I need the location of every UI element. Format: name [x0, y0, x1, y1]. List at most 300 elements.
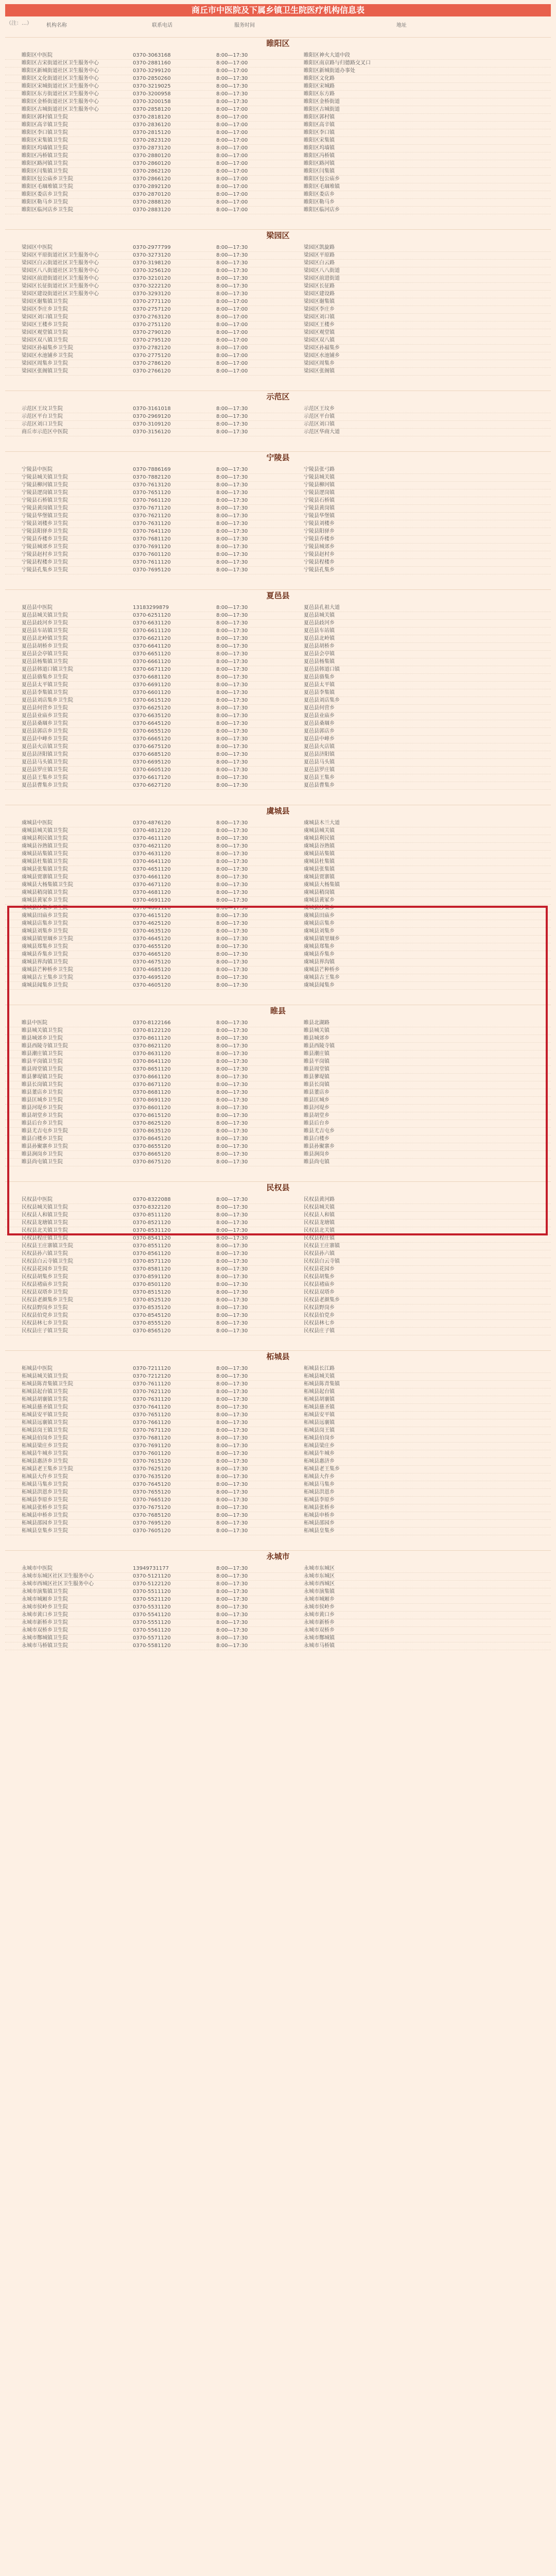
phone-number: 0370-7641120 [133, 529, 171, 534]
address: 睢阳区文化路 [304, 76, 335, 81]
table-row [5, 1434, 551, 1443]
service-hours: 8:00—17:30 [216, 406, 248, 412]
address: 睢阳区新城街道办事处 [304, 68, 355, 74]
service-hours: 8:00—17:30 [216, 1420, 248, 1426]
phone-number: 0370-8515120 [133, 1290, 171, 1295]
phone-number: 0370-5521120 [133, 1597, 171, 1602]
table-row [5, 1403, 551, 1412]
phone-number: 0370-6611120 [133, 628, 171, 634]
service-hours: 8:00—17:30 [216, 913, 248, 919]
phone-number: 0370-4691120 [133, 897, 171, 903]
service-hours: 8:00—17:00 [216, 345, 248, 351]
phone-number: 0370-8511120 [133, 1212, 171, 1218]
institution-name: 宁陵县黄岗镇卫生院 [22, 505, 68, 511]
institution-name: 夏邑县车站镇卫生院 [22, 628, 68, 634]
phone-number: 0370-2862120 [133, 168, 171, 174]
service-hours: 8:00—17:30 [216, 867, 248, 872]
address: 虞城县刘集乡 [304, 928, 335, 934]
header-note: （注：…） [6, 21, 32, 26]
table-row [5, 82, 551, 91]
phone-number: 0370-6665120 [133, 736, 171, 742]
address: 夏邑县济阳镇 [304, 752, 335, 757]
service-hours: 8:00—17:30 [216, 560, 248, 565]
table-row [5, 689, 551, 697]
table-row [5, 528, 551, 536]
institution-name: 虞城县中医院 [22, 820, 53, 826]
address: 永城市东城区 [304, 1566, 335, 1571]
institution-name: 虞城县乔集乡卫生院 [22, 952, 68, 957]
service-hours: 8:00—17:30 [216, 1274, 248, 1280]
table-row [5, 1388, 551, 1396]
institution-name: 夏邑县济阳镇卫生院 [22, 752, 68, 757]
service-hours: 8:00—17:30 [216, 1066, 248, 1072]
address: 梁园区水池铺乡 [304, 353, 340, 359]
institution-name: 睢县后台乡卫生院 [22, 1121, 63, 1126]
institution-name: 虞城县田庙乡卫生院 [22, 913, 68, 919]
address: 梁园区建设路 [304, 291, 335, 297]
address: 睢阳区路河镇 [304, 161, 335, 166]
table-row [5, 1626, 551, 1635]
service-hours: 8:00—17:30 [216, 1320, 248, 1326]
institution-name: 睢县白楼乡卫生院 [22, 1136, 63, 1142]
institution-name: 柘城县胡襄镇卫生院 [22, 1397, 68, 1402]
service-hours: 8:00—17:30 [216, 1235, 248, 1241]
institution-name: 民权县北关镇卫生院 [22, 1228, 68, 1233]
table-row [5, 566, 551, 574]
service-hours: 8:00—17:30 [216, 728, 248, 734]
institution-name: 柘城县洪恩乡卫生院 [22, 1489, 68, 1495]
table-row [5, 658, 551, 666]
institution-name: 睢阳区娄店乡卫生院 [22, 192, 68, 197]
table-row [5, 727, 551, 736]
service-hours: 8:00—17:30 [216, 1082, 248, 1088]
phone-number: 0370-7675120 [133, 1505, 171, 1511]
address: 夏邑县郭店乡 [304, 728, 335, 734]
institution-name: 夏邑县中医院 [22, 605, 53, 611]
phone-number: 0370-7685120 [133, 1513, 171, 1518]
institution-name: 睢阳区高辛镇卫生院 [22, 122, 68, 128]
institution-name: 虞城县黄冢乡卫生院 [22, 897, 68, 903]
table-row [5, 866, 551, 874]
address: 柘城县张桥乡 [304, 1505, 335, 1511]
phone-number: 0370-8571120 [133, 1259, 171, 1264]
table-row [5, 98, 551, 106]
phone-number: 0370-8501120 [133, 1282, 171, 1287]
institution-name: 永城市黄口乡卫生院 [22, 1612, 68, 1618]
phone-number: 0370-7882120 [133, 474, 171, 480]
phone-number: 0370-2823120 [133, 138, 171, 143]
institution-name: 夏邑县罗庄镇卫生院 [22, 767, 68, 773]
service-hours: 8:00—17:00 [216, 153, 248, 159]
table-row [5, 873, 551, 882]
phone-number: 0370-8621120 [133, 1043, 171, 1049]
table-row [5, 267, 551, 275]
service-hours: 8:00—17:30 [216, 552, 248, 557]
institution-name: 宁陵县孔集乡卫生院 [22, 567, 68, 573]
address: 梁园区张阁镇 [304, 368, 335, 374]
institution-name: 柘城县梁庄乡卫生院 [22, 1443, 68, 1449]
phone-number: 0370-2888120 [133, 199, 171, 205]
address: 夏邑县韩道口镇 [304, 667, 340, 672]
address: 柘城县惠济乡 [304, 1459, 335, 1464]
phone-number: 0370-7621120 [133, 513, 171, 519]
service-hours: 8:00—17:30 [216, 513, 248, 519]
institution-name: 虞城县站集镇卫生院 [22, 851, 68, 857]
phone-number: 0370-8565120 [133, 1328, 171, 1334]
service-hours: 8:00—17:30 [216, 76, 248, 81]
table-row [5, 1265, 551, 1274]
institution-name: 民权县城关镇卫生院 [22, 1205, 68, 1210]
phone-number: 0370-4655120 [133, 944, 171, 950]
address: 柘城县牛城乡 [304, 1451, 335, 1456]
institution-name: 夏邑县北岭镇卫生院 [22, 636, 68, 641]
table-row [5, 206, 551, 214]
institution-name: 虞城县利民镇卫生院 [22, 836, 68, 841]
address: 夏邑县火店镇 [304, 744, 335, 750]
service-hours: 8:00—17:30 [216, 1397, 248, 1402]
phone-number: 0370-8635120 [133, 1128, 171, 1134]
address: 宁陵县石桥镇 [304, 498, 335, 503]
address: 睢阳区冯桥镇 [304, 153, 335, 159]
table-row [5, 858, 551, 866]
address: 柘城县梁庄乡 [304, 1443, 335, 1449]
phone-number: 0370-2775120 [133, 353, 171, 359]
phone-number: 0370-7611120 [133, 1381, 171, 1387]
address: 梁园区白云路 [304, 260, 335, 266]
institution-name: 民权县褚庙乡卫生院 [22, 1282, 68, 1287]
address: 夏邑县孔祖大道 [304, 605, 340, 611]
address: 睢县长岗镇 [304, 1082, 329, 1088]
service-hours: 8:00—17:30 [216, 836, 248, 841]
service-hours: 8:00—17:30 [216, 567, 248, 573]
phone-number: 0370-3156120 [133, 429, 171, 435]
address: 永城市城厢乡 [304, 1597, 335, 1602]
table-row [5, 352, 551, 360]
table-row [5, 827, 551, 835]
phone-number: 0370-2766120 [133, 368, 171, 374]
address: 宁陵县张弓路 [304, 467, 335, 472]
phone-number: 0370-6675120 [133, 744, 171, 750]
service-hours: 8:00—17:30 [216, 674, 248, 680]
service-hours: 8:00—17:30 [216, 1635, 248, 1641]
table-row [5, 535, 551, 544]
address: 睢县胡堂乡 [304, 1113, 329, 1118]
phone-number: 0370-8651120 [133, 1066, 171, 1072]
address: 柘城县胡襄镇 [304, 1397, 335, 1402]
service-hours: 8:00—17:30 [216, 1474, 248, 1480]
table-row [5, 420, 551, 429]
table-row [5, 344, 551, 352]
service-hours: 8:00—17:30 [216, 1243, 248, 1249]
phone-number: 0370-2880120 [133, 153, 171, 159]
table-row [5, 520, 551, 528]
phone-number: 0370-4661120 [133, 874, 171, 880]
institution-name: 睢阳区新城街道社区卫生服务中心 [22, 68, 99, 74]
address: 睢阳区南京路与归德路交叉口 [304, 60, 371, 66]
service-hours: 8:00—17:00 [216, 60, 248, 66]
table-row [5, 681, 551, 689]
phone-number: 0370-7661120 [133, 1420, 171, 1426]
table-row [5, 152, 551, 160]
address: 睢县城关镇 [304, 1028, 329, 1033]
institution-name: 夏邑县李集镇卫生院 [22, 690, 68, 696]
service-hours: 8:00—17:30 [216, 1381, 248, 1387]
institution-name: 夏邑县胡桥乡卫生院 [22, 643, 68, 649]
table-row [5, 191, 551, 199]
phone-number: 0370-6641120 [133, 643, 171, 649]
address: 虞城县店集乡 [304, 921, 335, 926]
address: 梁园区平原路 [304, 252, 335, 258]
address: 睢县后台乡 [304, 1121, 329, 1126]
institution-name: 睢县平岗镇卫生院 [22, 1059, 63, 1064]
service-hours: 8:00—17:30 [216, 843, 248, 849]
table-row [5, 1481, 551, 1489]
address: 睢县西陵寺镇 [304, 1043, 335, 1049]
table-row [5, 183, 551, 191]
address: 宁陵县刘楼乡 [304, 521, 335, 527]
service-hours: 8:00—17:30 [216, 268, 248, 274]
table-row [5, 1465, 551, 1473]
table-row [5, 842, 551, 851]
address: 柘城县大仵乡 [304, 1474, 335, 1480]
institution-name: 示范区平台卫生院 [22, 414, 63, 419]
institution-name: 宁陵县城郊乡卫生院 [22, 544, 68, 550]
phone-number: 0370-6695120 [133, 759, 171, 765]
column-header-name: 机构名称 [46, 23, 67, 28]
table-row [5, 1504, 551, 1512]
address: 民权县王庄寨镇 [304, 1243, 340, 1249]
address: 虞城县张集镇 [304, 867, 335, 872]
phone-number: 0370-8665120 [133, 1151, 171, 1157]
table-row [5, 1519, 551, 1528]
institution-name: 宁陵县刘楼乡卫生院 [22, 521, 68, 527]
table-row [5, 259, 551, 267]
table-row [5, 889, 551, 897]
institution-name: 睢县尤吉屯乡卫生院 [22, 1128, 68, 1134]
institution-name: 梁园区谢集镇卫生院 [22, 299, 68, 304]
phone-number: 0370-5571120 [133, 1635, 171, 1641]
address: 夏邑县王集乡 [304, 775, 335, 781]
phone-number: 0370-4645120 [133, 936, 171, 942]
service-hours: 8:00—17:00 [216, 192, 248, 197]
service-hours: 8:00—17:30 [216, 967, 248, 973]
table-row [5, 1565, 551, 1573]
table-row [5, 367, 551, 376]
phone-number: 0370-8322120 [133, 1205, 171, 1210]
address: 永城市东城区 [304, 1573, 335, 1579]
address: 睢县涧岗乡 [304, 1151, 329, 1157]
address: 虞城县谷熟镇 [304, 843, 335, 849]
institution-name: 永城市西城区社区卫生服务中心 [22, 1581, 94, 1587]
address: 睢阳区包公庙乡 [304, 176, 340, 182]
table-row [5, 1512, 551, 1520]
service-hours: 8:00—17:30 [216, 752, 248, 757]
address: 睢县平岗镇 [304, 1059, 329, 1064]
address: 睢县潮庄镇 [304, 1051, 329, 1057]
table-row [5, 244, 551, 252]
service-hours: 8:00—17:30 [216, 882, 248, 888]
address: 永城市酂城镇 [304, 1635, 335, 1641]
institution-name: 柘城县邵园乡卫生院 [22, 1520, 68, 1526]
service-hours: 8:00—17:30 [216, 1290, 248, 1295]
section-title: 宁陵县 [5, 451, 551, 463]
institution-name: 夏邑县火店镇卫生院 [22, 744, 68, 750]
institution-name: 宁陵县中医院 [22, 467, 53, 472]
service-hours: 8:00—17:30 [216, 529, 248, 534]
phone-number: 0370-6681120 [133, 674, 171, 680]
table-row [5, 1380, 551, 1388]
institution-name: 柘城县伯岗乡卫生院 [22, 1435, 68, 1441]
service-hours: 8:00—17:30 [216, 1612, 248, 1618]
table-row [5, 466, 551, 474]
institution-name: 虞城县沙集乡卫生院 [22, 905, 68, 911]
phone-number: 0370-8615120 [133, 1113, 171, 1118]
service-hours: 8:00—17:00 [216, 138, 248, 143]
section-title: 睢阳区 [5, 37, 551, 49]
service-hours: 8:00—17:30 [216, 1466, 248, 1472]
service-hours: 8:00—17:30 [216, 613, 248, 618]
address: 柘城县安平镇 [304, 1412, 335, 1418]
institution-name: 永城市新桥乡卫生院 [22, 1620, 68, 1625]
institution-name: 柘城县陈青集镇卫生院 [22, 1381, 73, 1387]
phone-number: 0370-7651120 [133, 490, 171, 496]
phone-number: 0370-3200158 [133, 99, 171, 105]
institution-name: 梁园区中医院 [22, 245, 53, 250]
address: 夏邑县车站镇 [304, 628, 335, 634]
service-hours: 8:00—17:30 [216, 1581, 248, 1587]
service-hours: 8:00—17:30 [216, 260, 248, 266]
section-title: 夏邑县 [5, 589, 551, 601]
address: 柘城县马集乡 [304, 1482, 335, 1487]
table-row [5, 167, 551, 176]
institution-name: 夏邑县何营乡卫生院 [22, 705, 68, 711]
institution-name: 梁园区前进街道社区卫生服务中心 [22, 276, 99, 281]
institution-name: 夏邑县业庙乡卫生院 [22, 713, 68, 719]
address: 民权县野岗乡 [304, 1305, 335, 1311]
address: 永城市西城区 [304, 1581, 335, 1587]
institution-name: 夏邑县太平镇卫生院 [22, 682, 68, 688]
service-hours: 8:00—17:30 [216, 959, 248, 965]
table-row [5, 144, 551, 152]
service-hours: 8:00—17:00 [216, 299, 248, 304]
institution-name: 梁园区白云街道社区卫生服务中心 [22, 260, 99, 266]
institution-name: 民权县人和镇卫生院 [22, 1212, 68, 1218]
table-row [5, 697, 551, 705]
phone-number: 0370-4641120 [133, 859, 171, 865]
address: 睢阳区神火大道中段 [304, 53, 350, 58]
service-hours: 8:00—17:30 [216, 828, 248, 834]
institution-name: 夏邑县歧河乡卫生院 [22, 620, 68, 626]
service-hours: 8:00—17:30 [216, 1489, 248, 1495]
service-hours: 8:00—17:00 [216, 207, 248, 213]
service-hours: 8:00—17:30 [216, 429, 248, 435]
institution-name: 民权县伯党乡卫生院 [22, 1313, 68, 1318]
table-row [5, 673, 551, 682]
institution-name: 虞城县贾寨镇卫生院 [22, 874, 68, 880]
service-hours: 8:00—17:30 [216, 643, 248, 649]
table-row [5, 1411, 551, 1419]
phone-number: 0370-2818120 [133, 114, 171, 120]
institution-name: 柘城县老王集乡卫生院 [22, 1466, 73, 1472]
address: 睢县孙聚寨乡 [304, 1144, 335, 1149]
service-hours: 8:00—17:30 [216, 1404, 248, 1410]
phone-number: 0370-4601120 [133, 905, 171, 911]
institution-name: 商丘市示范区中医院 [22, 429, 68, 435]
service-hours: 8:00—17:30 [216, 628, 248, 634]
phone-number: 0370-7621120 [133, 1389, 171, 1395]
service-hours: 8:00—17:30 [216, 498, 248, 503]
institution-name: 夏邑县骆集乡卫生院 [22, 674, 68, 680]
service-hours: 8:00—17:30 [216, 544, 248, 550]
table-row [5, 275, 551, 283]
address: 夏邑县杨集镇 [304, 659, 335, 665]
institution-name: 睢县城郊乡卫生院 [22, 1036, 63, 1041]
phone-number: 0370-6685120 [133, 752, 171, 757]
phone-number: 0370-3200958 [133, 91, 171, 97]
phone-number: 0370-4812120 [133, 828, 171, 834]
service-hours: 8:00—17:30 [216, 91, 248, 97]
address: 睢阳区郭村镇 [304, 114, 335, 120]
table-row [5, 627, 551, 635]
phone-number: 0370-7601120 [133, 552, 171, 557]
address: 梁园区凯旋路 [304, 245, 335, 250]
phone-number: 0370-4681120 [133, 890, 171, 895]
phone-number: 0370-8541120 [133, 1235, 171, 1241]
phone-number: 0370-7631120 [133, 521, 171, 527]
table-row [5, 1619, 551, 1627]
institution-name: 柘城县李原乡卫生院 [22, 1497, 68, 1503]
address: 夏邑县业庙乡 [304, 713, 335, 719]
phone-number: 0370-7212120 [133, 1374, 171, 1379]
section-title: 睢县 [5, 1005, 551, 1016]
service-hours: 8:00—17:30 [216, 874, 248, 880]
address: 柘城县皇集乡 [304, 1528, 335, 1534]
institution-name: 柘城县牛城乡卫生院 [22, 1451, 68, 1456]
service-hours: 8:00—17:30 [216, 651, 248, 657]
address: 虞城县黄冢乡 [304, 897, 335, 903]
service-hours: 8:00—17:30 [216, 1128, 248, 1134]
service-hours: 8:00—17:30 [216, 713, 248, 719]
institution-name: 睢县胡堂乡卫生院 [22, 1113, 63, 1118]
institution-name: 永城市酂城镇卫生院 [22, 1635, 68, 1641]
address: 虞城县田庙乡 [304, 913, 335, 919]
phone-number: 0370-8555120 [133, 1320, 171, 1326]
phone-number: 0370-8122166 [133, 1020, 171, 1026]
phone-number: 0370-8631120 [133, 1051, 171, 1057]
phone-number: 0370-6621120 [133, 636, 171, 641]
service-hours: 8:00—17:30 [216, 859, 248, 865]
service-hours: 8:00—17:30 [216, 1620, 248, 1625]
address: 睢阳区宋集镇 [304, 138, 335, 143]
phone-number: 0370-4631120 [133, 851, 171, 857]
institution-name: 睢阳区冯桥镇卫生院 [22, 153, 68, 159]
phone-number: 0370-5121120 [133, 1573, 171, 1579]
address: 夏邑县会亭镇 [304, 651, 335, 657]
phone-number: 0370-8655120 [133, 1144, 171, 1149]
table-row [5, 735, 551, 743]
phone-number: 0370-6627120 [133, 783, 171, 788]
table-row [5, 635, 551, 643]
phone-number: 0370-7651120 [133, 1412, 171, 1418]
address: 睢县匡城乡 [304, 1097, 329, 1103]
service-hours: 8:00—17:30 [216, 921, 248, 926]
phone-number: 0370-8581120 [133, 1266, 171, 1272]
phone-number: 0370-2836120 [133, 122, 171, 128]
address: 睢阳区临河店乡 [304, 207, 340, 213]
service-hours: 8:00—17:30 [216, 474, 248, 480]
service-hours: 8:00—17:30 [216, 1497, 248, 1503]
address: 睢县河堤乡 [304, 1105, 329, 1111]
